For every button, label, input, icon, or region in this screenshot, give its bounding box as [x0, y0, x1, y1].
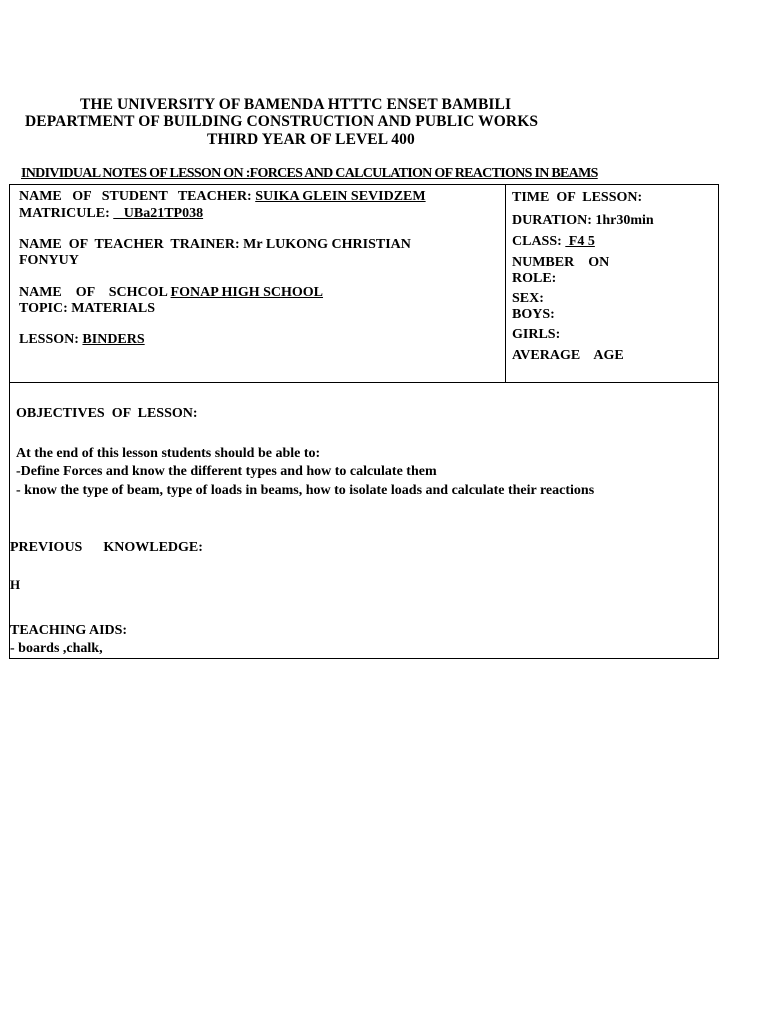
year-level-title: THIRD YEAR OF LEVEL 400	[207, 131, 415, 148]
school-label: NAME OF SCHCOL	[19, 285, 171, 300]
topic-row: TOPIC: MATERIALS	[19, 301, 156, 316]
girls: GIRLS:	[512, 327, 561, 342]
teacher-trainer-line2: FONYUY	[19, 253, 79, 268]
previous-knowledge-heading: PREVIOUS KNOWLEDGE:	[10, 540, 203, 555]
student-teacher-label: NAME OF STUDENT TEACHER:	[19, 189, 256, 204]
objectives-intro: At the end of this lesson students should be able to:	[16, 446, 321, 461]
student-teacher-row	[19, 189, 426, 205]
objectives-heading: OBJECTIVES OF LESSON:	[16, 406, 198, 421]
teaching-aids-value: - boards ,chalk,	[10, 641, 103, 656]
objective-item-2: - know the type of beam, type of loads in beams, how to isolate loads and calculate their reactions	[16, 483, 595, 498]
boys: BOYS:	[512, 307, 555, 322]
lesson-row	[19, 332, 145, 348]
teaching-aids-heading: TEACHING AIDS:	[10, 623, 128, 638]
previous-knowledge-value: H	[10, 577, 21, 592]
number-on-roll-line2: ROLE:	[512, 271, 557, 286]
department-title: DEPARTMENT OF BUILDING CONSTRUCTION AND PUBLIC WORKS	[25, 113, 539, 130]
school-row	[19, 285, 323, 301]
class-value: F4 5	[565, 234, 595, 249]
school-name: FONAP HIGH SCHOOL	[170, 285, 324, 300]
duration: DURATION: 1hr30min	[512, 213, 654, 228]
lesson-value: BINDERS	[82, 332, 145, 347]
matricule-label: MATRICULE:	[19, 206, 114, 221]
sex: SEX:	[512, 291, 544, 306]
time-of-lesson: TIME OF LESSON:	[512, 190, 643, 205]
matricule-value: UBa21TP038	[113, 206, 204, 221]
objective-item-1: -Define Forces and know the different types and how to calculate them	[16, 464, 437, 479]
average-age: AVERAGE AGE	[512, 348, 624, 363]
teacher-trainer-line1: NAME OF TEACHER TRAINER: Mr LUKONG CHRISTIAN	[19, 237, 411, 252]
class-row	[512, 234, 595, 250]
content-box	[9, 382, 719, 659]
university-title: THE UNIVERSITY OF BAMENDA HTTTC ENSET BAMBILI	[80, 96, 512, 113]
lesson-notes-title: INDIVIDUAL NOTES OF LESSON ON :FORCES AND CALCULATION OF REACTIONS IN BEAMS	[21, 166, 598, 181]
matricule-row	[19, 206, 203, 222]
student-teacher-name: SUIKA GLEIN SEVIDZEM	[255, 189, 426, 204]
number-on-roll-line1: NUMBER ON	[512, 255, 610, 270]
class-label: CLASS:	[512, 234, 566, 249]
lesson-label: LESSON:	[19, 332, 83, 347]
